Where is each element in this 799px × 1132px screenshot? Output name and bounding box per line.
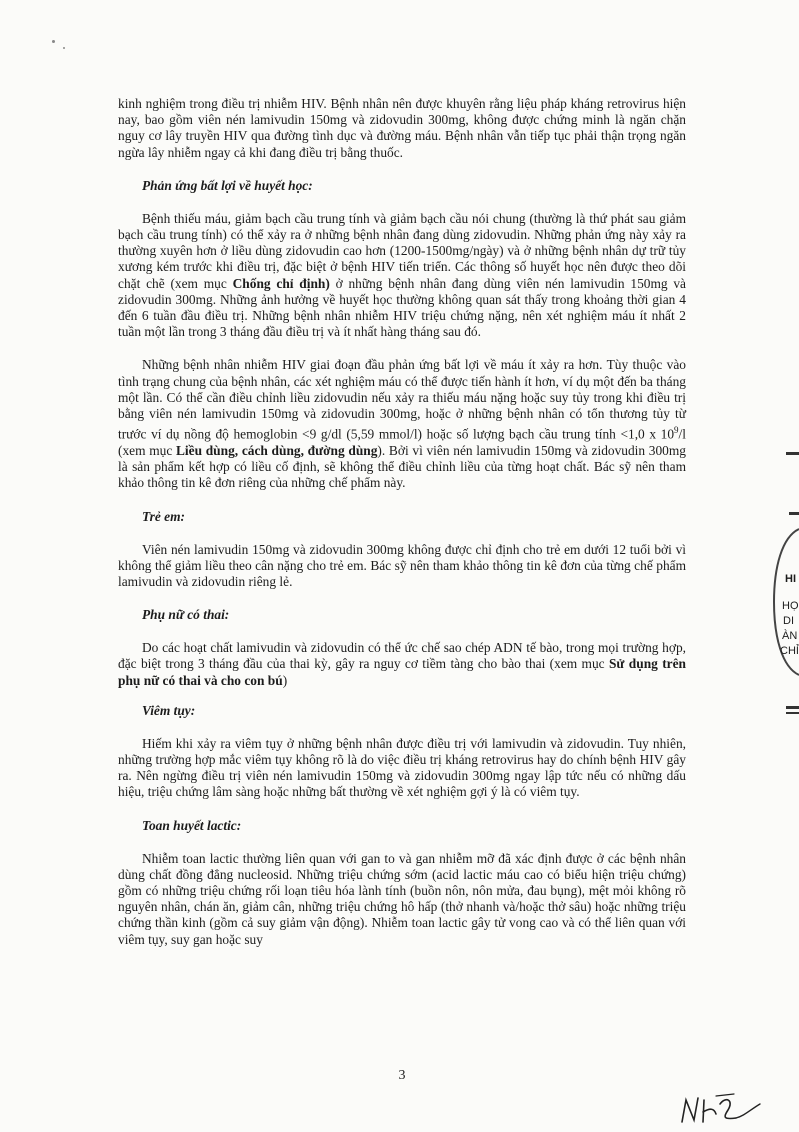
paragraph-hiv-experience: kinh nghiệm trong điều trị nhiễm HIV. Bệnh nhân nên được khuyên rằng liệu pháp kháng retrovirus hiện nay, bao gồm viên nén lamivudin 150mg và zidovudin 300mg, không được chứng minh là ngăn chặn nguy cơ lây truyền HIV qua đường tình dục và đường máu. Bệnh nhân vẫn tiếp tục phải thận trọng ngăn ngừa lây nhiễm ngay cả khi đang điều trị bằng thuốc. (118, 96, 686, 160)
heading-lactic-acidosis: Toan huyết lactic: (142, 817, 242, 833)
paragraph-pancreatitis: Hiếm khi xảy ra viêm tụy ở những bệnh nhân được điều trị với lamivudin và zidovudin. Tuy nhiên, những trường hợp mắc viêm tụy không rõ là do việc điều trị kháng retrovirus hay do chính bệnh HIV gây ra. Nên ngừng điều trị viên nén lamivudin 150mg và zidovudin 300mg ngay lập tức nếu có những dấu hiệu, triệu chứng lâm sàng hoặc những bất thường về xét nghiệm gợi ý là có viêm tụy. (118, 735, 686, 800)
page-number: 3 (398, 1068, 406, 1083)
edge-mark (786, 452, 799, 455)
scan-speck (63, 47, 65, 49)
edge-mark (786, 712, 799, 714)
paragraph-anemia-neutropenia: Bệnh thiếu máu, giảm bạch cầu trung tính và giảm bạch cầu nói chung (thường là thứ phát sau giảm bạch cầu trung tính) có thể xảy ra ở những bệnh nhân đang dùng zidovudin. Những phản ứng này xảy ra thường xuyên hơn ở liều dùng zidovudin cao hơn (1200-1500mg/ngày) và ở những bệnh nhân dự trữ tủy xương kém trước khi điều trị, đặc biệt ở bệnh HIV tiến triển. Các thông số huyết học nên được theo dõi chặt chẽ (xem mục Chống chỉ định) ở những bệnh nhân đang dùng viên nén lamivudin 150mg và zidovudin 300mg. Những ảnh hưởng về huyết học thường không quan sát thấy trong khoảng thời gian 4 đến 6 tuần đầu điều trị. Những bệnh nhân nhiễm HIV triệu chứng nặng, nên xét nghiệm máu ít nhất 2 tuần một lần trong 3 tháng đầu điều trị và ít nhất hàng tháng sau đó. (118, 210, 686, 340)
heading-pregnant-women: Phụ nữ có thai: (142, 607, 230, 623)
document-body (118, 96, 686, 948)
paragraph-pregnancy: Do các hoạt chất lamivudin và zidovudin có thể ức chế sao chép ADN tế bào, trong mọi trường hợp, đặc biệt trong 3 tháng đầu của thai kỳ, gây ra nguy cơ tiềm tàng cho bào thai (xem mục Sử dụng trên phụ nữ có thai và cho con bú) (118, 640, 686, 688)
paragraph-lactic-acidosis: Nhiễm toan lactic thường liên quan với gan to và gan nhiễm mỡ đã xác định được ở các bệnh nhân dùng chất đồng đẳng nucleosid. Những triệu chứng sớm (acid lactic máu cao có biểu hiện triệu chứng) gồm có những triệu chứng rối loạn tiêu hóa lành tính (buồn nôn, nôn mửa, đau bụng), mệt mỏi không rõ nguyên nhân, chán ăn, giảm cân, những triệu chứng hô hấp (thở nhanh và/hoặc thở sâu) hoặc những triệu chứng thần kinh (gồm cả suy giảm vận động). Nhiễm toan lactic gây tử vong cao và có thể liên quan với viêm tụy, suy gan hoặc suy (118, 850, 686, 947)
heading-pancreatitis: Viêm tụy: (142, 702, 196, 718)
paragraph-children: Viên nén lamivudin 150mg và zidovudin 300mg không được chỉ định cho trẻ em dưới 12 tuổi bởi vì không thể giảm liều theo cân nặng cho trẻ em. Bác sỹ nên tham khảo thông tin kê đơn của từng chế phẩm lamivudin và zidovudin riêng lẻ. (118, 541, 686, 589)
heading-hematologic-adverse-reactions: Phản ứng bất lợi về huyết học: (142, 177, 313, 193)
edge-mark (789, 512, 799, 515)
heading-children: Trẻ em: (142, 508, 186, 524)
document-page: kinh nghiệm trong điều trị nhiễm HIV. Bệnh nhân nên được khuyên rằng liệu pháp kháng retrovirus hiện nay, bao gồm viên nén lamivudin 150mg và zidovudin 300mg, không được chứng minh là ngăn chặn nguy cơ lây truyền HIV qua đường tình dục và đường máu. Bệnh nhân vẫn tiếp tục phải thận trọng ngăn ngừa lây nhiễm ngay cả khi đang điều trị bằng thuốc. Phản ứng bất lợi về huyết học: Bệnh thiếu máu, giảm bạch cầu trung tính và giảm bạch cầu nói chung (thường là thứ phát sau giảm bạch cầu trung tính) có thể xảy ra ở những bệnh nhân đang dùng zidovudin. Những phản ứng này xảy ra thường xuyên hơn ở liều dùng zidovudin cao hơn (1200-1500mg/ngày) và ở những bệnh nhân dự trữ tủy xương kém trước khi điều trị, đặc biệt ở bệnh HIV tiến triển. Các thông số huyết học nên được theo dõi chặt chẽ (xem mục Chống chỉ định) ở những bệnh nhân đang dùng viên nén lamivudin 150mg và zidovudin 300mg. Những ảnh hưởng về huyết học thường không quan sát thấy trong khoảng thời gian 4 đến 6 tuần đầu điều trị. Những bệnh nhân nhiễm HIV triệu chứng nặng, nên xét nghiệm máu ít nhất 2 tuần một lần trong 3 tháng đầu điều trị và ít nhất hàng tháng sau đó. Những bệnh nhân nhiễm HIV giai đoạn đầu phản ứng bất lợi về máu ít xảy ra hơn. Tùy thuộc vào tình trạng chung của bệnh nhân, các xét nghiệm máu có thể được tiến hành ít hơn, ví dụ một đến ba tháng một lần. Có thể cần điều chỉnh liều zidovudin nếu xảy ra thiếu máu nặng hoặc suy tủy trong khi điều trị bằng viên nén lamivudin 150mg và zidovudin 300mg, hoặc ở những bệnh nhân có tổn thương tủy từ trước ví dụ nồng độ hemoglobin <9 g/dl (5,59 mmol/l) hoặc số lượng bạch cầu trung tính <1,0 x $10^9/l$ (xem mục Liều dùng, cách dùng, đường dùng). Bởi vì viên nén lamivudin 150mg và zidovudin 300mg là sản phẩm kết hợp có liều cố định, sẽ không thể điều chỉnh liều của từng hoạt chất. Bác sỹ nên tham khảo thông tin kê đơn riêng của những chế phẩm này. Trẻ em: Viên nén lamivudin 150mg và zidovudin 300mg không được chỉ định cho trẻ em dưới 12 tuổi bởi vì không thể giảm liều theo cân nặng cho trẻ em. Bác sỹ nên tham khảo thông tin kê đơn của từng chế phẩm lamivudin và zidovudin riêng lẻ. Phụ nữ có thai: Do các hoạt chất lamivudin và zidovudin có thể ức chế sao chép ADN tế bào, trong mọi trường hợp, đặc biệt trong 3 tháng đầu của thai kỳ, gây ra nguy cơ tiềm tàng cho bào thai (xem mục Sử dụng trên phụ nữ có thai và cho con bú) Viêm tụy: Hiếm khi xảy ra viêm tụy ở những bệnh nhân được điều trị với lamivudin và zidovudin. Tuy nhiên, những trường hợp mắc viêm tụy không rõ là do việc điều trị kháng retrovirus hay do chính bệnh HIV gây ra. Nên ngừng điều trị viên nén lamivudin 150mg và zidovudin 300mg ngay lập tức nếu có những dấu hiệu, triệu chứng lâm sàng hoặc những bất thường về xét nghiệm gợi ý là có viêm tụy. Toan huyết lactic: Nhiễm toan lactic thường liên quan với gan to và gan nhiễm mỡ đã xác định được ở các bệnh nhân dùng chất đồng đẳng nucleosid. Những triệu chứng sớm (acid lactic máu cao có biểu hiện triệu chứng) gồm có những triệu chứng rối loạn tiêu hóa lành tính (buồn nôn, nôn mửa, đau bụng), mệt mỏi không rõ nguyên nhân, chán ăn, giảm cân, những triệu chứng hô hấp (thở nhanh và/hoặc thở sâu) hoặc những triệu chứng thần kinh (gồm cả suy giảm vận động). Nhiễm toan lactic gây tử vong cao và có thể liên quan với viêm tụy, suy gan hoặc suy 3 HI HỌ DI ÀN CHỈ (0, 0, 799, 1132)
edge-mark (786, 706, 799, 709)
handwritten-signature (676, 1092, 766, 1128)
paragraph-early-hiv-blood-tests: Những bệnh nhân nhiễm HIV giai đoạn đầu phản ứng bất lợi về máu ít xảy ra hơn. Tùy thuộc vào tình trạng chung của bệnh nhân, các xét nghiệm máu có thể được tiến hành ít hơn, ví dụ một đến ba tháng một lần. Có thể cần điều chỉnh liều zidovudin nếu xảy ra thiếu máu nặng hoặc suy tủy trong khi điều trị bằng viên nén lamivudin 150mg và zidovudin 300mg, hoặc ở những bệnh nhân có tổn thương tủy từ trước ví dụ nồng độ hemoglobin <9 g/dl (5,59 mmol/l) hoặc số lượng bạch cầu trung tính <1,0 x $10^9/l$ (xem mục Liều dùng, cách dùng, đường dùng). Bởi vì viên nén lamivudin 150mg và zidovudin 300mg là sản phẩm kết hợp có liều cố định, sẽ không thể điều chỉnh liều của từng hoạt chất. Bác sỹ nên tham khảo thông tin kê đơn riêng của những chế phẩm này. (118, 357, 686, 491)
scan-speck (52, 40, 55, 43)
